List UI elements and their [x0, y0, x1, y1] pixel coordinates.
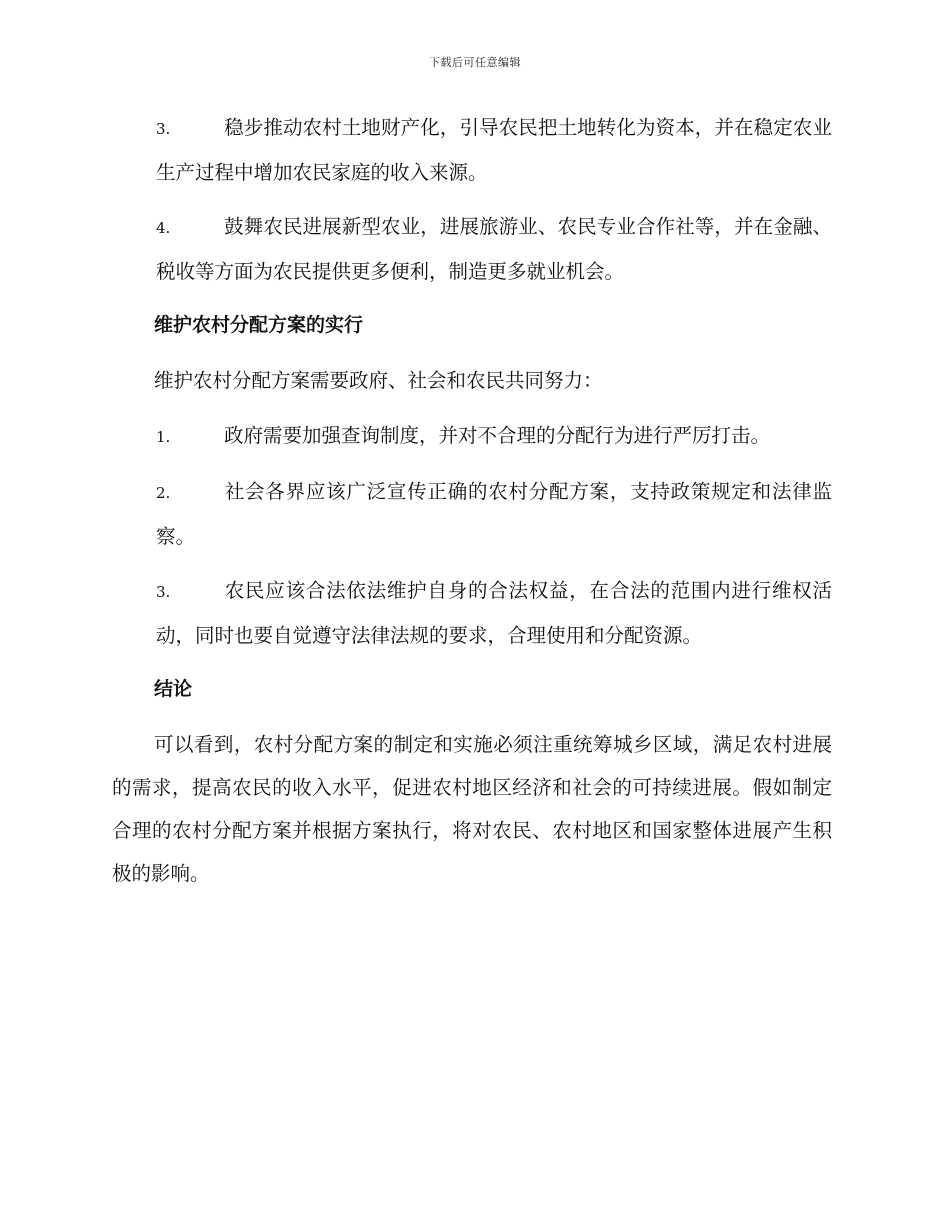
list-item-text: 社会各界应该广泛宣传正确的农村分配方案，支持政策规定和法律监察。: [156, 480, 832, 548]
list-item-text: 鼓舞农民进展新型农业，进展旅游业、农民专业合作社等，并在金融、税收等方面为农民提供更多便利，制造更多就业机会。: [156, 215, 832, 283]
list-item-number: 4.: [156, 219, 171, 237]
list-item-number: 2.: [156, 484, 171, 502]
list-item: [112, 414, 832, 459]
document-body: [112, 106, 832, 895]
list-item-number: 3.: [156, 583, 171, 601]
list-item: [112, 106, 832, 194]
list-item-text: 稳步推动农村土地财产化，引导农民把土地转化为资本，并在稳定农业生产过程中增加农民家庭的收入来源。: [156, 116, 832, 184]
list-item: [112, 470, 832, 558]
section-heading-conclusion: 结论: [154, 678, 193, 700]
list-item-text: 农民应该合法依法维护自身的合法权益，在合法的范围内进行维权活动，同时也要自觉遵守法律法规的要求，合理使用和分配资源。: [156, 579, 832, 647]
list-item-number: 3.: [156, 120, 171, 138]
list-item-text: 政府需要加强查询制度，并对不合理的分配行为进行严厉打击。: [224, 424, 771, 447]
section-intro: 维护农村分配方案需要政府、社会和农民共同努力：: [154, 369, 603, 392]
list-item: [112, 569, 832, 657]
list-item: [112, 205, 832, 293]
conclusion-paragraph: 可以看到，农村分配方案的制定和实施必须注重统筹城乡区域，满足农村进展的需求，提高农民的收入水平，促进农村地区经济和社会的可持续进展。假如制定合理的农村分配方案并根据方案执行，将对农民、农村地区和国家整体进展产生积极的影响。: [112, 733, 832, 885]
header-note: 下载后可任意编辑: [429, 56, 521, 69]
section-heading-maintain: 维护农村分配方案的实行: [154, 314, 364, 336]
list-item-number: 1.: [156, 428, 171, 446]
